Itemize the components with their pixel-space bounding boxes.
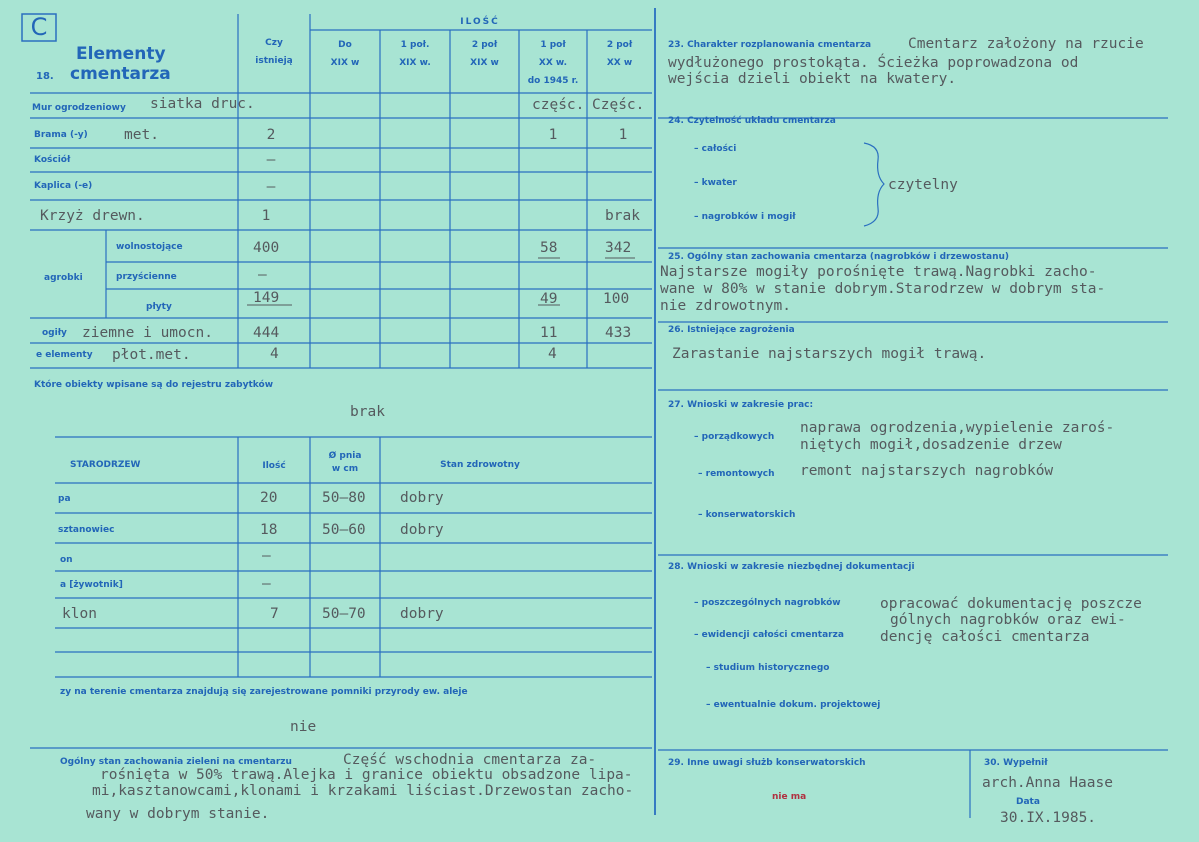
brama-count: 2 — [266, 127, 276, 143]
col-header-2xx-2: XX w — [606, 58, 633, 68]
row-label-mogily: ogiły — [42, 328, 67, 338]
krzyz-2xx: brak — [605, 208, 640, 224]
zielen-line2: rośnięta w 50% trawą.Alejka i granice obiektu obsadzone lipa- — [100, 767, 633, 783]
starodrzew-header-pnia-2: w cm — [331, 464, 359, 474]
section-27-label: 27. Wnioski w zakresie prac: — [668, 400, 814, 410]
tree-row-state: dobry — [400, 606, 444, 622]
section-25-line3: nie zdrowotnym. — [660, 298, 791, 314]
section-23-line3: wejścia dzieli obiekt na kwatery. — [668, 71, 957, 87]
col-header-1xx-2: XX w. — [538, 58, 568, 68]
col-header-czy: Czy — [265, 38, 283, 48]
section-23-line1: Cmentarz założony na rzucie — [908, 36, 1144, 52]
section-27-value-b1: remont najstarszych nagrobków — [800, 463, 1054, 479]
section-24-item-kwater: – kwater — [694, 178, 737, 188]
kosciol-count: – — [266, 152, 276, 168]
col-header-2xx: 2 poł — [606, 40, 633, 50]
section-28-value-3: dencję całości cmentarza — [880, 629, 1090, 645]
section-24-item-calosci: – całości — [694, 144, 737, 154]
page-title: Elementy — [76, 44, 166, 64]
rejestr-label: Które obiekty wpisane są do rejestru zabytków — [34, 380, 274, 390]
section-30-date: 30.IX.1985. — [1000, 810, 1097, 826]
section-26-value: Zarastanie najstarszych mogił trawą. — [672, 346, 987, 362]
krzyz-count: 1 — [261, 208, 271, 224]
mogily-2xx: 433 — [605, 325, 632, 341]
pomniki-label: zy na terenie cmentarza znajdują się zarejestrowane pomniki przyrody ew. aleje — [60, 687, 468, 697]
section-25-line1: Najstarsze mogiły porośnięte trawą.Nagrobki zacho- — [660, 264, 1097, 280]
wolno-count: 400 — [253, 240, 280, 256]
section-24-label: 24. Czytelność układu cmentarza — [668, 116, 836, 126]
row-label-brama: Brama (-y) — [34, 130, 88, 140]
section-29-label: 29. Inne uwagi służb konserwatorskich — [668, 758, 866, 768]
section-27-value-a1: naprawa ogrodzenia,wypielenie zaroś- — [800, 420, 1115, 436]
krzyz-text: Krzyż drewn. — [40, 208, 145, 224]
inne-1xx: 4 — [548, 346, 557, 362]
section-25-label: 25. Ogólny stan zachowania cmentarza (nagrobków i drzewostanu) — [668, 252, 1009, 262]
row-label-kosciol: Kościół — [34, 155, 71, 165]
tree-row-size: 50–80 — [322, 490, 366, 506]
starodrzew-header-ilosc: Ilość — [262, 461, 286, 471]
col-header-czy-2: istnieją — [255, 56, 293, 66]
plyty-count: 149 — [253, 290, 280, 306]
pomniki-value: nie — [290, 719, 317, 735]
zielen-line1: Część wschodnia cmentarza za- — [343, 752, 597, 768]
col-header-2xix-2: XIX w — [470, 58, 499, 68]
mur-note: siatka druc. — [150, 96, 255, 112]
section-29-value: nie ma — [772, 792, 807, 802]
tree-row-count: 18 — [260, 522, 278, 538]
tree-row-count: 20 — [260, 490, 278, 506]
col-header-1xix-2: XIX w. — [399, 58, 431, 68]
section-28-value-1: opracować dokumentację poszcze — [880, 596, 1142, 612]
tree-row-count: 7 — [270, 606, 279, 622]
section-28-item-studium: – studium historycznego — [706, 663, 830, 673]
zielen-line4: wany w dobrym stanie. — [86, 806, 270, 822]
section-28-label: 28. Wnioski w zakresie niezbędnej dokumentacji — [668, 562, 915, 572]
zielen-label: Ogólny stan zachowania zieleni na cmentarzu — [60, 757, 292, 767]
section-30-date-label: Data — [1016, 797, 1040, 807]
starodrzew-header-pnia: Ø pnia — [328, 451, 362, 461]
row-label-nagrobki: agrobki — [44, 273, 83, 283]
col-header-1xx-3: do 1945 r. — [527, 76, 579, 86]
section-27-item-konserwatorskich: – konserwatorskich — [698, 510, 796, 520]
section-27-item-remontowych: – remontowych — [698, 469, 775, 479]
col-header-1xx: 1 poł — [540, 40, 566, 50]
tree-row-name: klon — [62, 606, 97, 622]
inne-count: 4 — [270, 346, 279, 362]
col-header-xix: Do — [338, 40, 352, 50]
brama-1xx: 1 — [548, 127, 558, 143]
tree-row-size: 50–60 — [322, 522, 366, 538]
section-30-name: arch.Anna Haase — [982, 775, 1113, 791]
tree-row-state: dobry — [400, 490, 444, 506]
plyty-1xx: 49 — [540, 291, 558, 307]
row-label-plyty: płyty — [146, 302, 172, 312]
przysc-count: – — [258, 267, 267, 283]
rejestr-value: brak — [350, 404, 385, 420]
section-30-label: 30. Wypełnił — [984, 758, 1048, 768]
section-23-line2: wydłużonego prostokąta. Ścieżka poprowadzona od — [668, 55, 1079, 71]
mur-2xx: Częśc. — [592, 97, 645, 113]
section-24-item-nagrobkow: – nagrobków i mogił — [694, 212, 796, 222]
col-header-2xix: 2 poł — [471, 40, 498, 50]
wolno-1xx: 58 — [540, 240, 558, 256]
wolno-2xx: 342 — [605, 240, 632, 256]
tree-row-name: pa — [58, 494, 71, 504]
row-label-mur: Mur ogrodzeniowy — [32, 103, 126, 113]
row-label-inne: e elementy — [36, 350, 93, 360]
col-header-1xix: 1 poł. — [400, 40, 430, 50]
col-header-ilosc: ILOŚĆ — [460, 17, 500, 27]
tree-row-state: dobry — [400, 522, 444, 538]
col-header-xix-2: XIX w — [330, 58, 360, 68]
mogily-1xx: 11 — [540, 325, 558, 341]
inne-note: płot.met. — [112, 347, 191, 363]
section-25-line2: wane w 80% w stanie dobrym.Starodrzew w dobrym sta- — [660, 281, 1106, 297]
mogily-count: 444 — [253, 325, 280, 341]
section-28-value-2: gólnych nagrobków oraz ewi- — [890, 612, 1126, 628]
plyty-2xx: 100 — [603, 291, 630, 307]
page-title-line2: cmentarza — [70, 64, 171, 84]
section-letter: C — [30, 13, 48, 41]
section-24-value: czytelny — [888, 177, 958, 193]
brama-note: met. — [124, 127, 159, 143]
section-23-label: 23. Charakter rozplanowania cmentarza — [668, 40, 872, 50]
tree-row-count: – — [262, 548, 271, 564]
zielen-line3: mi,kasztanowcami,klonami i krzakami liściast.Drzewostan zacho- — [92, 783, 634, 799]
tree-row-name: on — [60, 555, 73, 565]
section-27-value-a2: niętych mogił,dosadzenie drzew — [800, 437, 1062, 453]
tree-row-size: 50–70 — [322, 606, 366, 622]
kaplica-count: – — [266, 179, 276, 195]
row-label-przyscienne: przyścienne — [116, 272, 177, 282]
section-26-label: 26. Istniejące zagrożenia — [668, 325, 795, 335]
row-label-kaplica: Kaplica (-e) — [34, 181, 93, 191]
section-28-item-nagrobkow: – poszczególnych nagrobków — [694, 598, 841, 608]
starodrzew-header-stan: Stan zdrowotny — [440, 460, 520, 470]
mogily-note: ziemne i umocn. — [82, 325, 213, 341]
section-28-item-projektowej: – ewentualnie dokum. projektowej — [706, 700, 881, 710]
starodrzew-header-name: STARODRZEW — [70, 460, 141, 470]
tree-row-count: – — [262, 576, 271, 592]
brama-2xx: 1 — [618, 127, 628, 143]
section-number: 18. — [36, 71, 54, 82]
section-28-item-ewidencji: – ewidencji całości cmentarza — [694, 630, 844, 640]
section-27-item-porzadkowych: – porządkowych — [694, 432, 775, 442]
row-label-wolnostojace: wolnostojące — [116, 242, 183, 252]
mur-1xx: częśc. — [532, 97, 585, 113]
tree-row-name: sztanowiec — [58, 525, 115, 535]
tree-row-name: a [żywotnik] — [60, 580, 123, 590]
